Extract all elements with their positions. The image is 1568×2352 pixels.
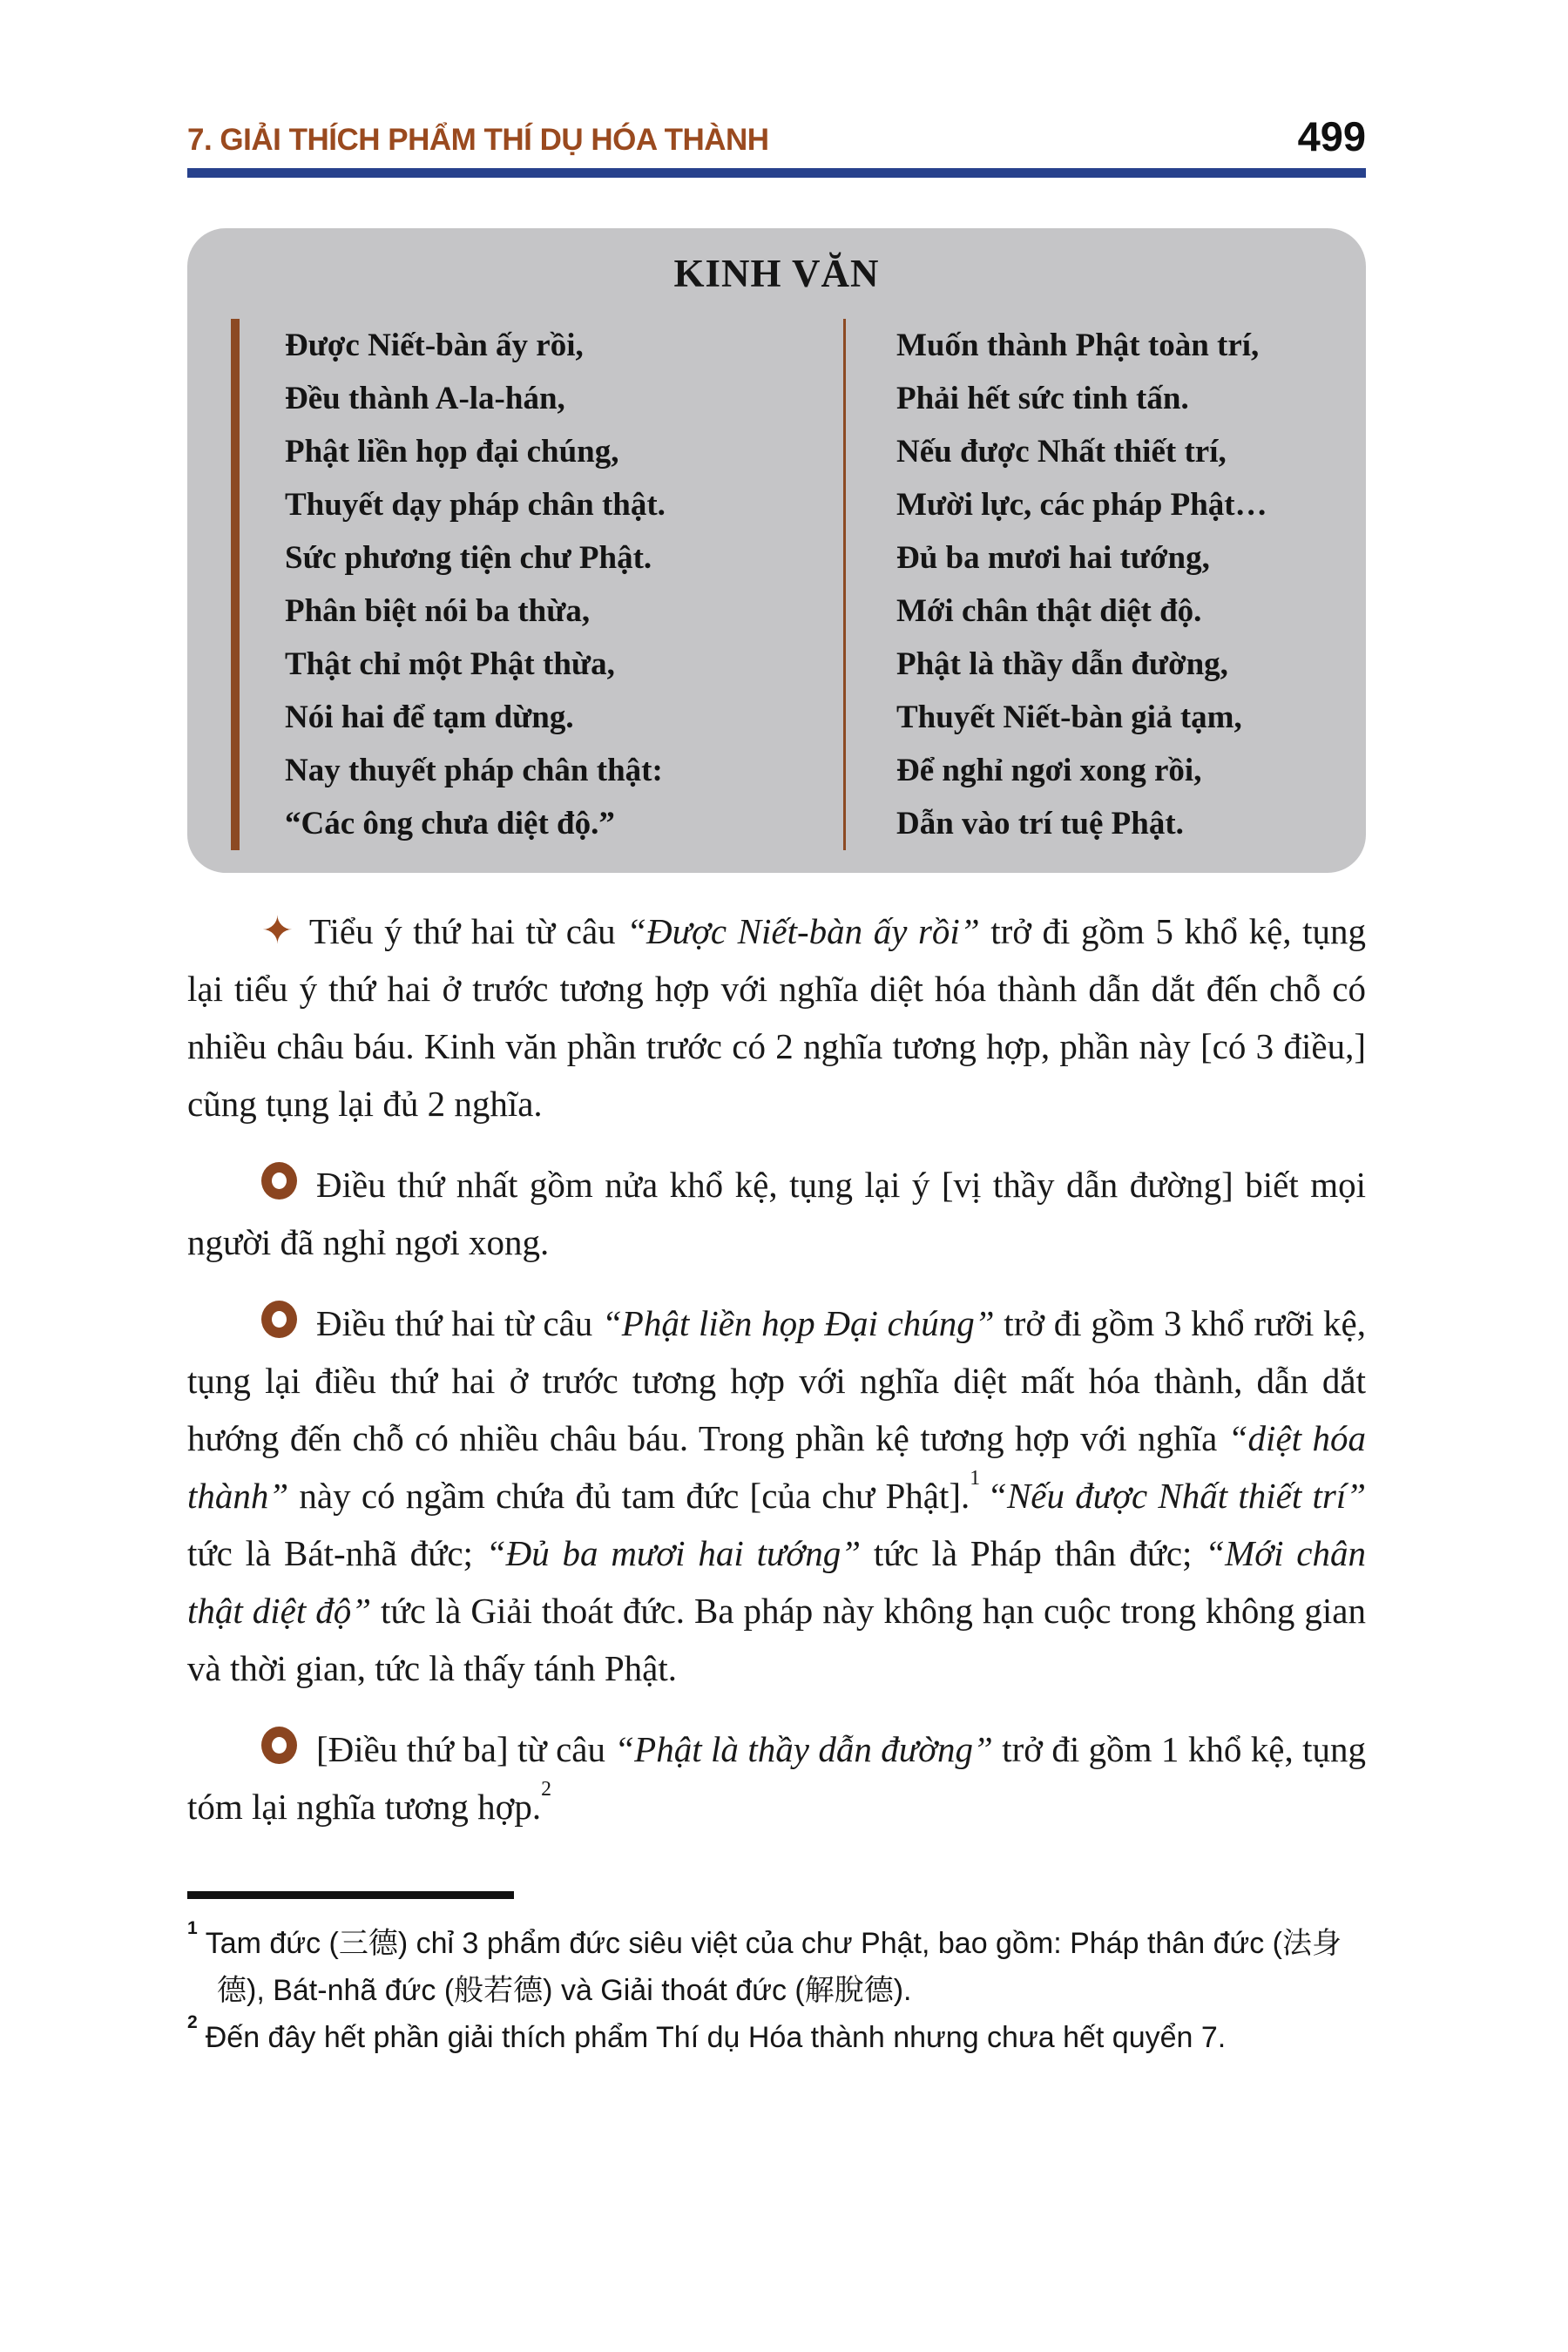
paragraph-text: Tiểu ý thứ hai từ câu [308,911,627,952]
verse-line: Thuyết Niết-bàn giả tạm, [896,700,1242,736]
ring-bullet-icon [261,1301,297,1338]
verse-line: Mười lực, các pháp Phật… [896,487,1267,524]
footnote [187,2014,1366,2061]
paragraph-text: tức là Pháp thân đức; [861,1533,1206,1574]
paragraph [187,902,1366,1132]
kinh-van-title: KINH VĂN [673,252,880,296]
ring-bullet-icon [261,1162,297,1200]
paragraph [187,1294,1366,1697]
running-head [187,0,1366,159]
paragraph-text: tức là Giải thoát đức. Ba pháp này không hạn cuộc trong không gian và thời gian, tức là thấy tánh Phật. [187,1591,1366,1689]
footnote-marker: 1 [187,1918,198,1939]
footnote-marker: 2 [187,2012,198,2033]
paragraph-text: Điều thứ nhất gồm nửa khổ kệ, tụng lại ý [vị thầy dẫn đường] biết mọi người đã nghỉ ngơi xong. [187,1165,1366,1263]
quoted-verse: “Mới chân thật diệt độ” [187,1533,1367,1632]
verse-line: Để nghỉ ngơi xong rồi, [896,753,1202,789]
verse-line: Đủ ba mươi hai tướng, [896,540,1210,577]
verse-line: Phân biệt nói ba thừa, [285,593,591,630]
header-rule [187,168,1366,178]
verse-line: Thật chỉ một Phật thừa, [285,646,615,683]
verse-line: Nếu được Nhất thiết trí, [896,434,1227,470]
verse-line: Thuyết dạy pháp chân thật. [285,487,666,524]
verse-line: Dẫn vào trí tuệ Phật. [896,806,1184,842]
star-bullet-icon: ✦ [261,909,294,954]
verse-line: Mới chân thật diệt độ. [896,593,1202,630]
verse-line: Nay thuyết pháp chân thật: [285,753,663,789]
verse-line: Đều thành A-la-hán, [285,381,565,417]
chapter-title: 7. GIẢI THÍCH PHẨM THÍ DỤ HÓA THÀNH [187,123,769,158]
ring-bullet-icon [261,1727,297,1764]
footnote [187,1920,1366,2014]
footnotes [187,1920,1366,2061]
paragraph-text: trở đi gồm 5 khổ kệ, tụng lại tiểu ý thứ hai ở trước tương hợp với nghĩa diệt hóa thành dẫn dắt đến chỗ có nhiều châu báu. Kinh văn phần trước có 2 nghĩa tương hợp, phần này [có 3 điều,] cũng tụng lại đủ 2 nghĩa. [187,911,1366,1125]
footnote-ref: 1 [970,1466,981,1490]
verse-columns [187,319,1366,850]
paragraph-text: này có ngầm chứa đủ tam đức [của chư Phật]. [288,1476,970,1517]
page-content [187,0,1366,2061]
paragraph-text: Điều thứ hai từ câu [316,1303,602,1344]
verse-line: Muốn thành Phật toàn trí, [896,328,1260,364]
footnote-text: Tam đức (三德) chỉ 3 phẩm đức siêu việt của chư Phật, bao gồm: Pháp thân đức (法身德), Bát-nhã đức (般若德) và Giải thoát đức (解脫德). [205,1927,1342,2008]
quoted-verse: “Phật liền họp Đại chúng” [602,1303,995,1344]
verse-column-left [231,319,843,850]
quoted-verse: “diệt hóa thành” [187,1418,1366,1517]
quoted-verse: “Phật là thầy dẫn đường” [614,1729,993,1770]
commentary-body [187,902,1366,1835]
verse-line: Phải hết sức tinh tấn. [896,381,1189,417]
paragraph-text: [Điều thứ ba] từ câu [316,1729,615,1770]
verse-line: Nói hai để tạm dừng. [285,700,574,736]
paragraph-text: trở đi gồm 3 khổ rưỡi kệ, tụng lại điều thứ hai ở trước tương hợp với nghĩa diệt mất hóa thành, dẫn dắt hướng đến chỗ có nhiều châu báu. Trong phần kệ tương hợp với nghĩa [187,1303,1367,1459]
page-number: 499 [1297,113,1366,159]
footnote-separator [187,1891,514,1899]
verse-line: Sức phương tiện chư Phật. [285,540,652,577]
footnote-text: Đến đây hết phần giải thích phẩm Thí dụ Hóa thành nhưng chưa hết quyển 7. [205,2021,1227,2055]
paragraph [187,1156,1366,1271]
paragraph-text: trở đi gồm 1 khổ kệ, tụng tóm lại nghĩa tương hợp. [187,1729,1366,1828]
verse-line: Phật là thầy dẫn đường, [896,646,1228,683]
footnote-ref: 2 [541,1777,551,1801]
quoted-verse: “Được Niết-bàn ấy rồi” [626,911,980,952]
verse-line: “Các ông chưa diệt độ.” [285,806,615,842]
kinh-van-box [187,228,1366,873]
verse-column-right [843,319,1349,850]
verse-line: Phật liền họp đại chúng, [285,434,619,470]
paragraph-text: tức là Bát-nhã đức; [187,1533,486,1574]
verse-line: Được Niết-bàn ấy rồi, [285,328,584,364]
quoted-verse: “Đủ ba mươi hai tướng” [485,1533,862,1574]
quoted-verse: “Nếu được Nhất thiết trí” [987,1476,1367,1517]
paragraph [187,1720,1366,1835]
